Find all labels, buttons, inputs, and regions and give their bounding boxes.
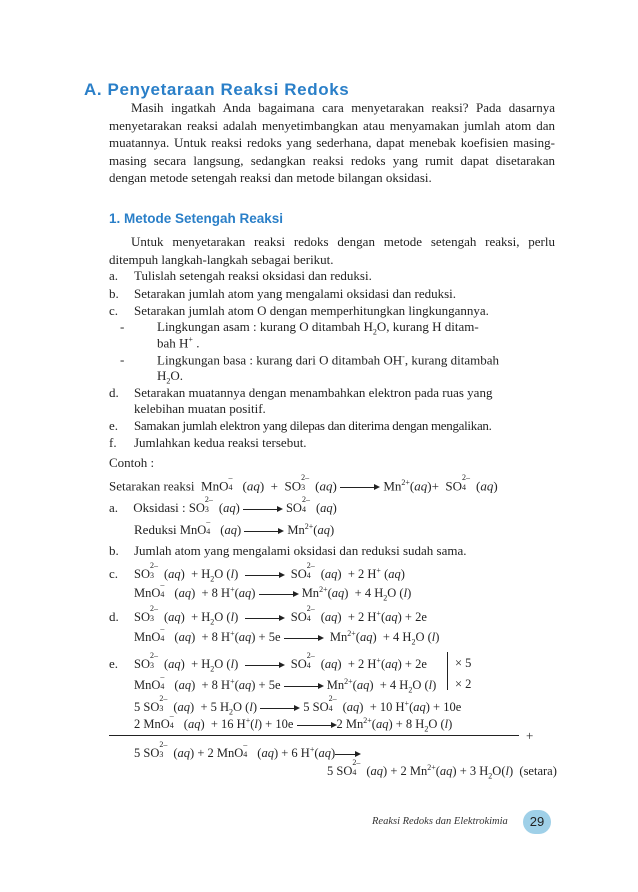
eq-c-2: MnO – 4 (aq) + 8 H+(aq) $Mn^{2+}(aq) + 4$ $H_2O$ (l) bbox=[134, 580, 412, 603]
multiplier-bar bbox=[447, 652, 448, 690]
step-marker: e. bbox=[109, 418, 119, 433]
example-equation: Setarakan reaksi MnO – 4 (aq) + SO 2– 3 (aq) $Mn^{2+}(aq)+$ SO 2– 4 (aq) bbox=[109, 473, 498, 494]
example-step-e bbox=[109, 656, 118, 672]
step-b bbox=[109, 286, 457, 302]
step-text: Setarakan muatannya dengan menambahkan elektron pada ruas yang bbox=[134, 385, 493, 400]
eq-e-3: 5 SO 2– 3 (aq) + 5 $H_2O$ (l) 5 SO 2– 4 (aq) + 10 H+(aq) + 10e bbox=[134, 694, 462, 717]
step-c-sub1-line1: Lingkungan asam : kurang O ditambah $H_2O$, kurang H ditam- bbox=[157, 319, 479, 337]
step-e bbox=[109, 418, 492, 434]
step-text: Setarakan jumlah atom O dengan memperhitungkan lingkungannya. bbox=[134, 303, 489, 318]
intro-paragraph bbox=[109, 99, 555, 187]
oksidasi-label: Oksidasi : bbox=[133, 500, 186, 515]
eq-sum-1: 5 SO 2– 3 (aq) + 2 MnO – 4 (aq) + 6 H+(aq) bbox=[134, 745, 361, 761]
plus-sign: + bbox=[526, 728, 534, 743]
step-d-line2: kelebihan muatan positif. bbox=[134, 401, 266, 416]
step-marker: c. bbox=[109, 303, 119, 318]
sub-text: O, kurang H ditam- bbox=[376, 319, 479, 334]
example-marker: d. bbox=[109, 609, 119, 624]
subsection-title: 1. Metode Setengah Reaksi bbox=[109, 211, 284, 226]
example-marker: e. bbox=[109, 656, 119, 671]
step-c-sub2-line1: Lingkungan basa : kurang dari O ditambah OH-, kurang ditambah bbox=[157, 352, 500, 368]
eq-c-1: SO 2– 3 $(aq) + H_2O$ (l) SO 2– 4 (aq) + 2 H+ (aq) bbox=[134, 561, 405, 584]
setarakan-label: Setarakan reaksi bbox=[109, 478, 195, 494]
multiplier-2: × 2 bbox=[455, 677, 472, 691]
sum-line bbox=[109, 735, 519, 736]
section-title: A. Penyetaraan Reaksi Redoks bbox=[84, 80, 350, 99]
step-d bbox=[109, 385, 493, 401]
running-title: Reaksi Redoks dan Elektrokimia bbox=[372, 816, 508, 827]
example-reduksi: Reduksi MnO – 4 (aq) $Mn^{2+}(aq)$ bbox=[134, 517, 335, 538]
example-step-b bbox=[109, 543, 467, 559]
example-step-c bbox=[109, 566, 118, 582]
step-marker: b. bbox=[109, 286, 119, 301]
step-c-sub2-line2: $H_2O$. bbox=[157, 368, 184, 386]
example-b-text: Jumlah atom yang mengalami oksidasi dan reduksi sudah sama. bbox=[134, 543, 467, 558]
eq-d-1: SO 2– 3 $(aq) + H_2O$ (l) SO 2– 4 (aq) + 2 H+(aq) + 2e bbox=[134, 604, 427, 627]
step-c bbox=[109, 303, 489, 319]
example-marker: c. bbox=[109, 566, 119, 581]
eq-e-4: 2 MnO – 4 (aq) + 16 H+(l) + 10e 2 $Mn^{2+}(aq) + 8$ $H_2O$ (l) bbox=[134, 711, 453, 734]
step-marker: d. bbox=[109, 385, 119, 400]
sub-text: , kurang ditambah bbox=[404, 352, 500, 368]
example-step-d bbox=[109, 609, 119, 625]
step-text: Jumlahkan kedua reaksi tersebut. bbox=[134, 435, 307, 450]
step-c-sub2: - bbox=[120, 352, 125, 367]
step-text: Samakan jumlah elektron yang dilepas dan diterima dengan mengalikan. bbox=[134, 418, 492, 433]
page-number: 29 bbox=[523, 810, 551, 834]
step-text: Tulislah setengah reaksi oksidasi dan reduksi. bbox=[134, 268, 372, 283]
eq-e-2: MnO – 4 (aq) + 8 H+(aq) + 5e $Mn^{2+}(aq) + 4$ $H_2O$ (l) bbox=[134, 672, 437, 695]
step-a bbox=[109, 268, 372, 284]
multiplier-5: × 5 bbox=[455, 656, 472, 670]
step-c-sub1-line2: bah H+ . bbox=[157, 335, 200, 351]
setara-label: (setara) bbox=[519, 764, 557, 779]
subsection-intro-text: Untuk menyetarakan reaksi redoks dengan metode setengah reaksi, perlu ditempuh langkah-langkah sebagai berikut. bbox=[109, 234, 555, 267]
example-label: Contoh : bbox=[109, 455, 155, 470]
eq-d-2: MnO – 4 (aq) + 8 H+(aq) + 5e $Mn^{2+}(aq) + 4$ $H_2O$ (l) bbox=[134, 624, 440, 647]
reduksi-label: Reduksi bbox=[134, 522, 177, 538]
step-text: Setarakan jumlah atom yang mengalami oksidasi dan reduksi. bbox=[134, 286, 457, 301]
example-marker: a. bbox=[109, 500, 119, 515]
sub-text: bah H bbox=[157, 335, 189, 351]
step-marker: f. bbox=[109, 435, 117, 450]
intro-text: Masih ingatkah Anda bagaimana cara menyetarakan reaksi? Pada dasarnya menyetarakan reaksi adalah menyetimbangkan atau menyamakan jumlah atom dan muatannya. Untuk reaksi redoks yang sederhana, dapat menebak koefisien masing-masing secara langsung, sedangkan reaksi redoks yang rumit dapat disetarakan dengan metode setengah reaksi dan metode bilangan oksidasi. bbox=[109, 100, 555, 185]
eq-e-1: SO 2– 3 $(aq) + H_2O$ (l) SO 2– 4 (aq) + 2 H+(aq) + 2e bbox=[134, 651, 427, 674]
sub-text: O. bbox=[170, 368, 184, 383]
example-step-a: a. Oksidasi : SO 2– 3 (aq) SO 2– 4 (aq) bbox=[109, 495, 337, 515]
example-marker: b. bbox=[109, 543, 119, 558]
step-f bbox=[109, 435, 307, 451]
sub-text: Lingkungan asam : kurang O ditambah H bbox=[157, 319, 373, 334]
sub-text: Lingkungan basa : kurang dari O ditambah OH bbox=[157, 352, 403, 368]
eq-sum-2: 5 SO 2– 4 (aq) + 2 $Mn^{2+}(aq) + 3$ $H_2O(l)$ (setara) bbox=[327, 758, 557, 781]
step-marker: a. bbox=[109, 268, 119, 283]
subsection-intro bbox=[109, 233, 555, 268]
step-c-sub1: - bbox=[120, 319, 125, 334]
